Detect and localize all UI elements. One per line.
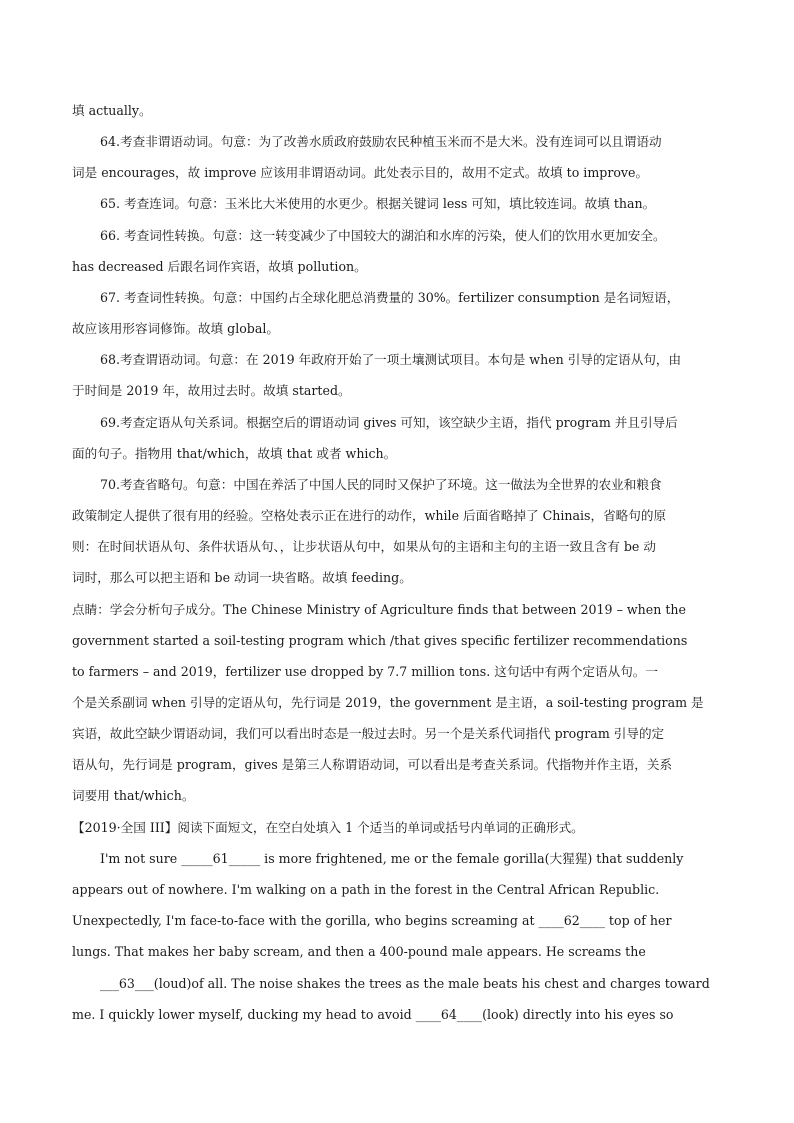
tip-line-7: 词要用 that/which。 (72, 788, 195, 803)
tip-line-4: 个是关系副词 when 引导的定语从句，先行词是 2019，the government 是主语，a soil-testing program 是 (72, 695, 704, 710)
tip-line-2: government started a soil-testing program which /that gives specific fertilizer recommendations (72, 633, 688, 648)
answer-66-line-2: has decreased 后跟名词作宾语，故填 pollution。 (72, 259, 367, 274)
passage-line-6: me. I quickly lower myself, ducking my head to avoid ____64____(look) directly into his eyes so (72, 1007, 674, 1022)
answer-68-line-1: 68.考查谓语动词。句意：在 2019 年政府开始了一项土壤测试项目。本句是 when 引导的定语从句，由 (100, 352, 682, 367)
passage-line-1: I'm not sure _____61_____ is more frightened, me or the female gorilla(大猩猩) that suddenly (100, 851, 684, 866)
answer-70-line-3: 则：在时间状语从句、条件状语从句、，让步状语从句中，如果从句的主语和主句的主语一致且含有 be 动 (72, 539, 656, 554)
answer-70-line-1: 70.考查省略句。句意：中国在养活了中国人民的同时又保护了环境。这一做法为全世界的农业和粮食 (100, 477, 662, 492)
exercise-heading: 【2019·全国 III】阅读下面短文，在空白处填入 1 个适当的单词或括号内单词的正确形式。 (72, 820, 584, 835)
tip-line-3: to farmers – and 2019，fertilizer use dropped by 7.7 million tons. 这句话中有两个定语从句。一 (72, 664, 658, 679)
answer-67-line-1: 67. 考查词性转换。句意：中国约占全球化肥总消费量的 30%。fertilizer consumption 是名词短语， (100, 290, 680, 305)
answer-69-line-1: 69.考查定语从句关系词。根据空后的谓语动词 gives 可知，该空缺少主语，指代 program 并且引导后 (100, 415, 678, 430)
tip-line-5: 宾语，故此空缺少谓语动词，我们可以看出时态是一般过去时。另一个是关系代词指代 program 引导的定 (72, 726, 665, 741)
answer-65-line: 65. 考查连词。句意：玉米比大米使用的水更少。根据关键词 less 可知，填比较连词。故填 than。 (100, 196, 656, 211)
answer-67-line-2: 故应该用形容词修饰。故填 global。 (72, 321, 279, 336)
passage-line-2: appears out of nowhere. I'm walking on a path in the forest in the Central African Republic. (72, 882, 660, 897)
passage-line-4: lungs. That makes her baby scream, and then a 400-pound male appears. He screams the (72, 944, 646, 959)
answer-69-line-2: 面的句子。指物用 that/which，故填 that 或者 which。 (72, 446, 397, 461)
answer-70-line-2: 政策制定人提供了很有用的经验。空格处表示正在进行的动作，while 后面省略掉了 Chinais，省略句的原 (72, 508, 667, 523)
answer-68-line-2: 于时间是 2019 年，故用过去时。故填 started。 (72, 383, 351, 398)
answer-64-line-2: 词是 encourages，故 improve 应该用非谓语动词。此处表示目的，故用不定式。故填 to improve。 (72, 165, 649, 180)
passage-line-3: Unexpectedly, I'm face-to-face with the gorilla, who begins screaming at ____62____ top of her (72, 913, 672, 928)
answer-64-line-1: 64.考查非谓语动词。句意：为了改善水质政府鼓励农民种植玉米而不是大米。没有连词可以且谓语动 (100, 134, 662, 149)
passage-line-5: ___63___(loud)of all. The noise shakes the trees as the male beats his chest and charges toward (100, 976, 710, 991)
tip-line-1: 点睛：学会分析句子成分。The Chinese Ministry of Agriculture finds that between 2019 – when the (72, 602, 686, 617)
tip-line-6: 语从句，先行词是 program，gives 是第三人称谓语动词，可以看出是考查关系词。代指物并作主语，关系 (72, 757, 673, 772)
answer-66-line-1: 66. 考查词性转换。句意：这一转变减少了中国较大的湖泊和水库的污染，使人们的饮用水更加安全。 (100, 228, 666, 243)
text-line: 填 actually。 (72, 103, 152, 118)
answer-70-line-4: 词时，那么可以把主语和 be 动词一块省略。故填 feeding。 (72, 570, 412, 585)
